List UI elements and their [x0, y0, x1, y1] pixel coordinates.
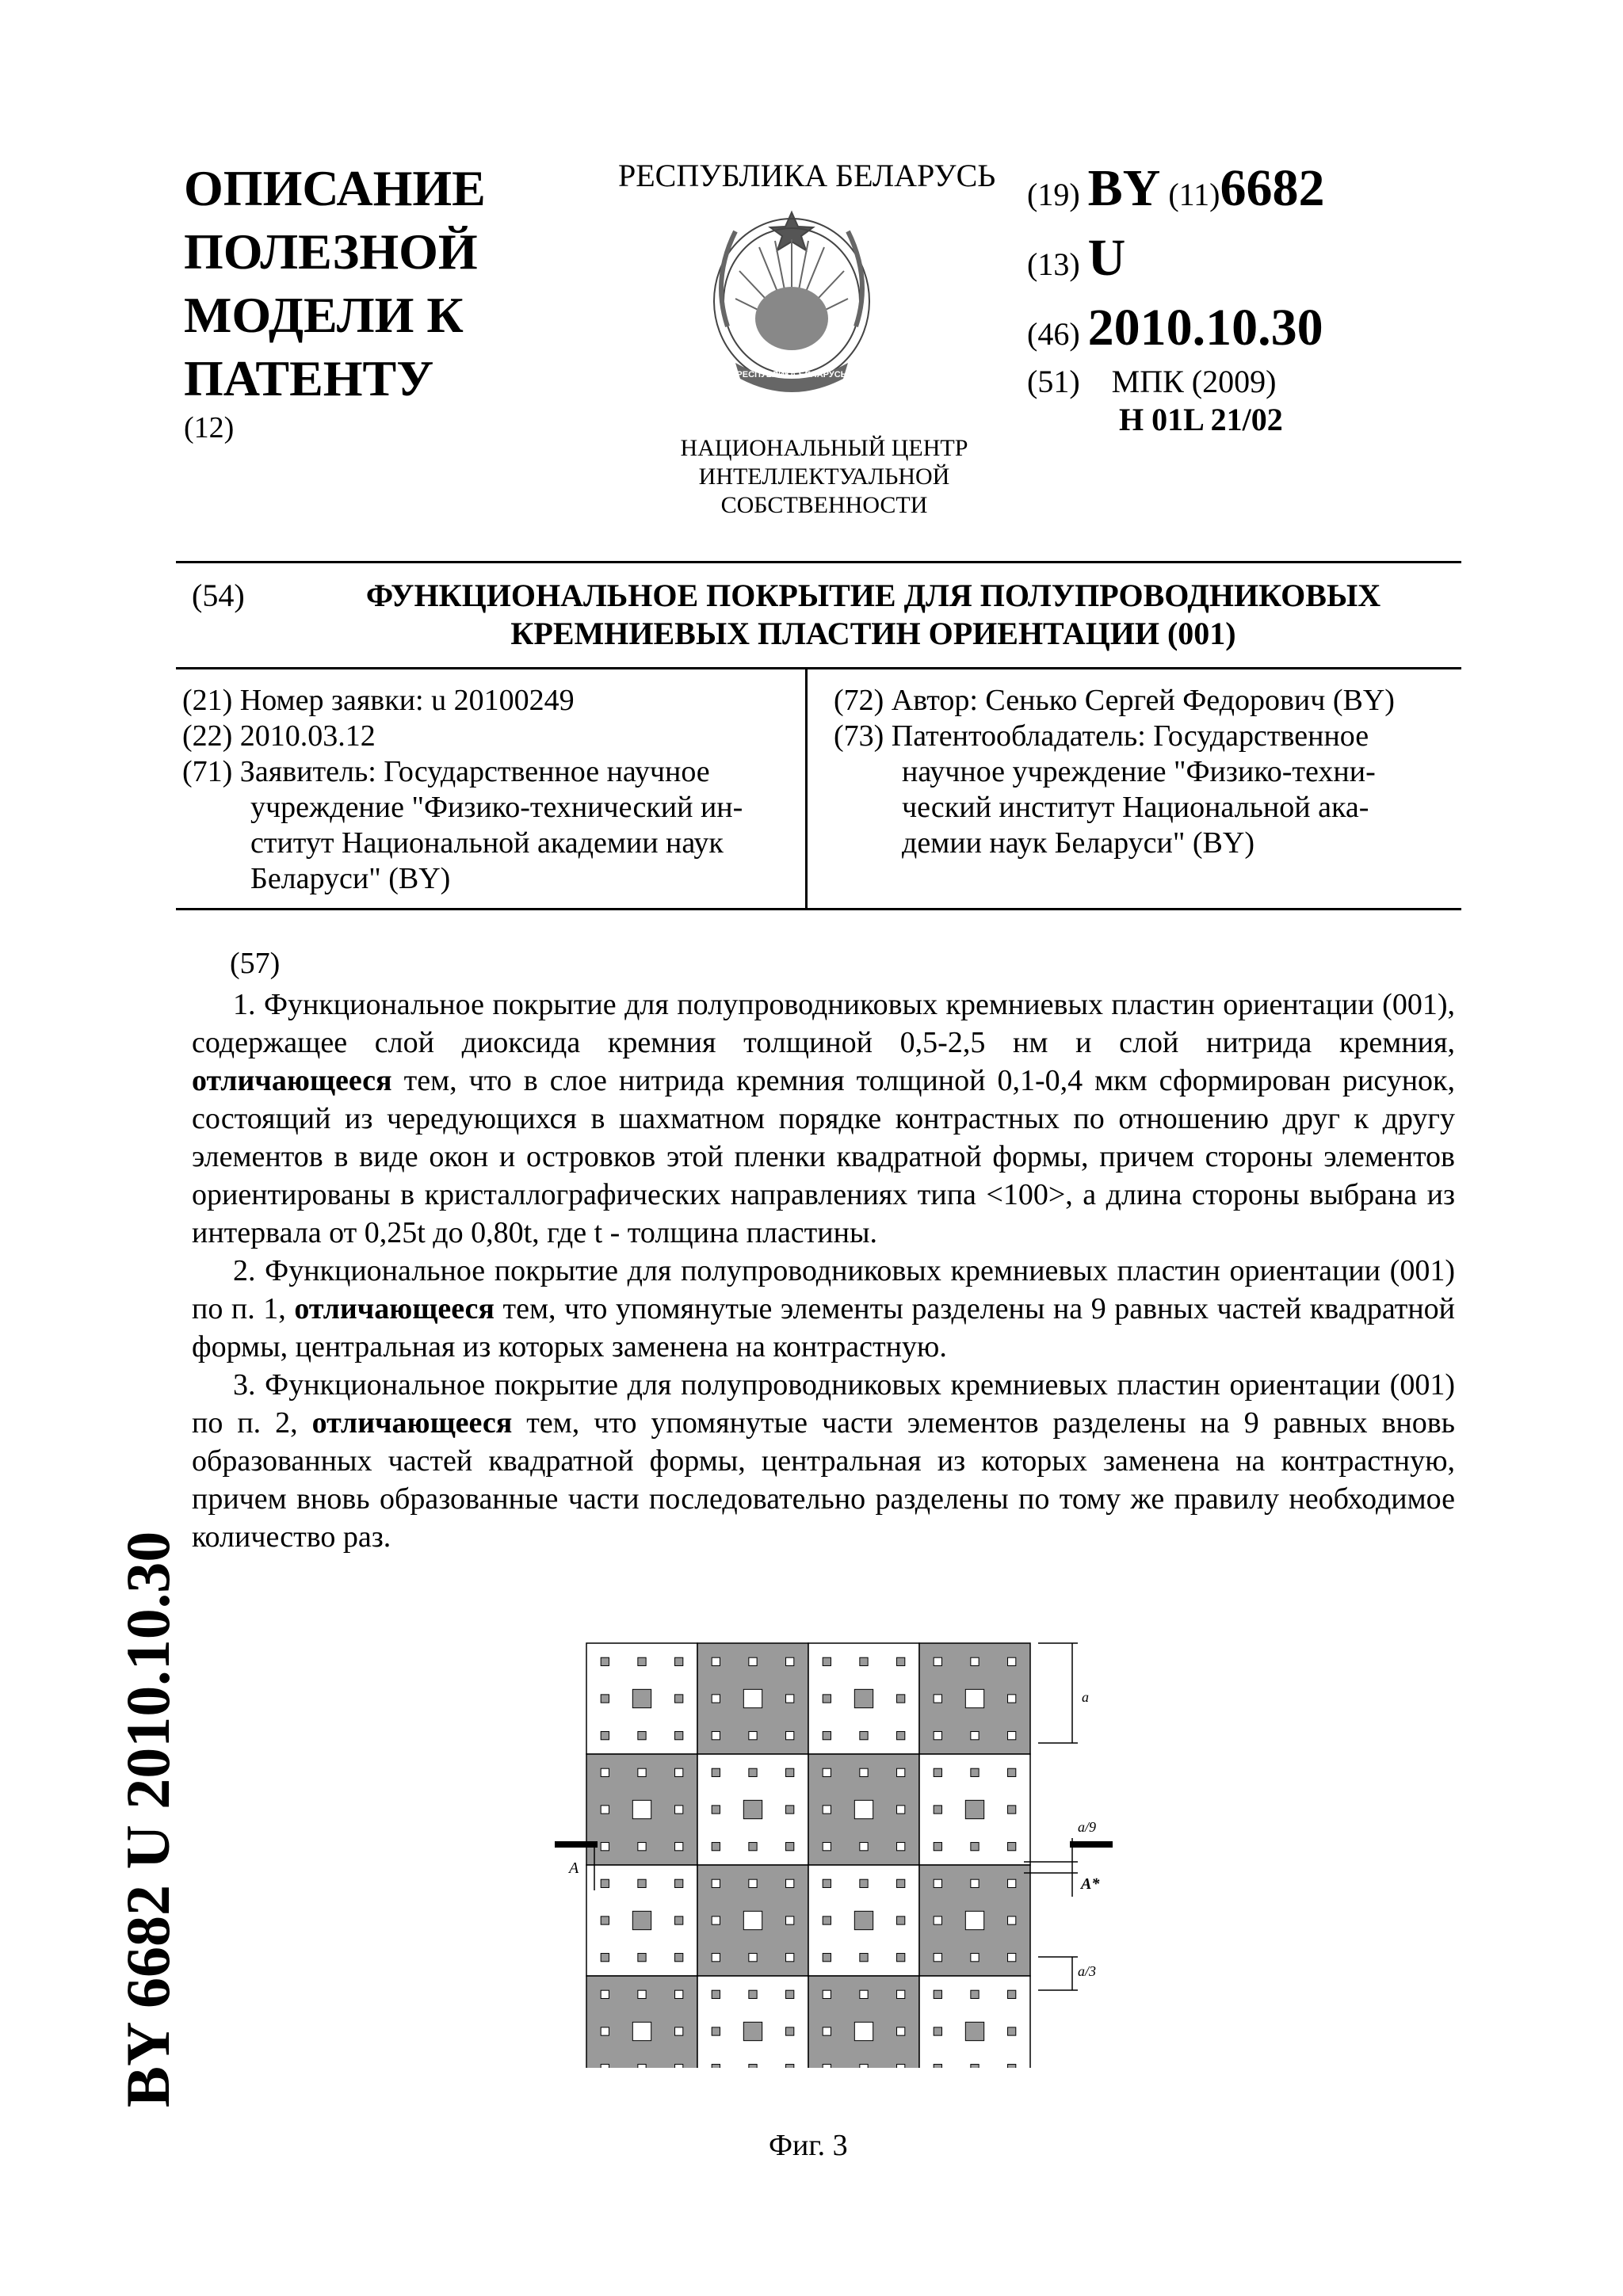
- pattern-small-square: [675, 1806, 683, 1814]
- pattern-small-square: [823, 2065, 831, 2068]
- pattern-small-square: [749, 1768, 757, 1776]
- pattern-center-square: [743, 1800, 762, 1818]
- publication-number-line: [1027, 157, 1324, 227]
- pattern-small-square: [675, 1768, 683, 1776]
- pattern-small-square: [712, 2065, 720, 2068]
- pattern-small-square: [638, 1768, 646, 1776]
- pattern-small-square: [1008, 1806, 1016, 1814]
- pattern-small-square: [786, 1917, 794, 1924]
- pattern-small-square: [675, 1879, 683, 1887]
- pattern-small-square: [823, 2027, 831, 2035]
- title-line-1: ОПИСАНИЕ: [184, 160, 486, 216]
- pattern-center-square: [632, 1911, 651, 1929]
- pattern-small-square: [823, 1732, 831, 1740]
- pattern-small-square: [897, 1768, 905, 1776]
- patent-number: 6682: [1220, 159, 1325, 217]
- pattern-small-square: [823, 1917, 831, 1924]
- pattern-small-square: [601, 1732, 609, 1740]
- pattern-small-square: [601, 1917, 609, 1924]
- country-code: BY: [1087, 159, 1161, 217]
- pattern-small-square: [786, 1990, 794, 1998]
- pattern-center-square: [632, 2022, 651, 2040]
- pattern-small-square: [897, 2027, 905, 2035]
- pattern-small-square: [601, 2027, 609, 2035]
- section-label-a-star: A*: [1081, 1875, 1100, 1893]
- pattern-small-square: [601, 1806, 609, 1814]
- pattern-small-square: [934, 1917, 941, 1924]
- ipc-block: [1027, 363, 1283, 439]
- pattern-small-square: [712, 1732, 720, 1740]
- pattern-small-square: [675, 1954, 683, 1962]
- pattern-small-square: [934, 1879, 941, 1887]
- pattern-small-square: [786, 1806, 794, 1814]
- document-title: [184, 157, 486, 445]
- pattern-small-square: [1008, 2027, 1016, 2035]
- kind-line: [1027, 227, 1324, 296]
- pattern-small-square: [712, 1954, 720, 1962]
- republic-label: РЕСПУБЛИКА БЕЛАРУСЬ: [618, 158, 996, 193]
- pattern-small-square: [897, 1657, 905, 1665]
- pattern-small-square: [638, 2065, 646, 2068]
- pattern-small-square: [712, 1768, 720, 1776]
- section-mark-right: [1070, 1841, 1113, 1848]
- pattern-small-square: [823, 1879, 831, 1887]
- office-name: [618, 434, 1030, 520]
- pattern-small-square: [971, 2065, 979, 2068]
- application-number: (21) Номер заявки: u 20100249: [182, 684, 575, 717]
- author: (72) Автор: Сенько Сергей Федорович (BY): [834, 684, 1395, 717]
- code-54: (54): [192, 578, 245, 613]
- code-19: (19): [1027, 177, 1080, 212]
- pattern-small-square: [749, 1954, 757, 1962]
- pattern-small-square: [860, 1657, 868, 1665]
- pattern-small-square: [638, 1954, 646, 1962]
- pattern-small-square: [638, 1843, 646, 1851]
- biblio-codes: [1027, 157, 1324, 366]
- figure-caption: Фиг. 3: [769, 2129, 848, 2162]
- pattern-small-square: [971, 1768, 979, 1776]
- pattern-small-square: [860, 1768, 868, 1776]
- pattern-center-square: [965, 1911, 983, 1929]
- pattern-small-square: [1008, 1990, 1016, 1998]
- pattern-small-square: [638, 1732, 646, 1740]
- holder-line-3: ческий институт Национальной ака-: [902, 791, 1369, 824]
- column-divider: [805, 669, 808, 908]
- pattern-small-square: [675, 1732, 683, 1740]
- pattern-small-square: [675, 1657, 683, 1665]
- pattern-small-square: [897, 1954, 905, 1962]
- pattern-small-square: [601, 1768, 609, 1776]
- pattern-small-square: [897, 1917, 905, 1924]
- pattern-small-square: [897, 1806, 905, 1814]
- pattern-small-square: [712, 1917, 720, 1924]
- pattern-small-square: [675, 2027, 683, 2035]
- rule-mid: [176, 667, 1461, 669]
- pattern-small-square: [749, 1657, 757, 1665]
- pattern-small-square: [675, 1990, 683, 1998]
- pattern-small-square: [934, 1732, 941, 1740]
- pattern-small-square: [601, 1657, 609, 1665]
- pattern-small-square: [1008, 1917, 1016, 1924]
- pattern-small-square: [897, 1732, 905, 1740]
- pattern-small-square: [971, 1732, 979, 1740]
- pattern-small-square: [897, 1879, 905, 1887]
- title-line-b: КРЕМНИЕВЫХ ПЛАСТИН ОРИЕНТАЦИИ (001): [510, 616, 1236, 651]
- ipc-class: H 01L 21/02: [1119, 402, 1283, 437]
- pattern-center-square: [632, 1800, 651, 1818]
- pattern-small-square: [823, 1695, 831, 1703]
- biblio-right: [834, 683, 1452, 861]
- pattern-center-square: [743, 1689, 762, 1707]
- title-line-2: ПОЛЕЗНОЙ: [184, 223, 478, 280]
- pattern-small-square: [971, 1843, 979, 1851]
- holder-line-1: (73) Патентообладатель: Государственное: [834, 719, 1369, 753]
- figure-3: [523, 1624, 1125, 2068]
- pattern-small-square: [1008, 1954, 1016, 1962]
- checkerboard-pattern: [586, 1643, 1030, 2068]
- pattern-small-square: [675, 1695, 683, 1703]
- holder-line-4: демии наук Беларуси" (BY): [902, 826, 1254, 860]
- pattern-small-square: [638, 1990, 646, 1998]
- pattern-small-square: [934, 1657, 941, 1665]
- pattern-small-square: [675, 1843, 683, 1851]
- office-line-3: СОБСТВЕННОСТИ: [720, 492, 928, 518]
- pattern-small-square: [897, 1990, 905, 1998]
- claims-text: [192, 986, 1455, 1556]
- pattern-small-square: [823, 1843, 831, 1851]
- dim-label-a: a: [1082, 1689, 1089, 1705]
- ipc-label: МПК (2009): [1111, 364, 1277, 399]
- claim-3: 3. Функциональное покрытие для полупроводниковых кремниевых пластин ориентации (001) по п. 2, отличающееся тем, что упомянутые части элементов разделены на 9 равных вновь образованных частей квадратной формы, центральная из которых заменена на контрастную, причем вновь образованные части последовательно разделены по тому же правилу необходимое количество раз.: [192, 1368, 1456, 1554]
- pattern-center-square: [965, 2022, 983, 2040]
- pattern-small-square: [823, 1657, 831, 1665]
- pattern-small-square: [638, 1879, 646, 1887]
- pattern-small-square: [934, 1695, 941, 1703]
- code-51: (51): [1027, 364, 1080, 399]
- pattern-small-square: [786, 1732, 794, 1740]
- pattern-small-square: [749, 1843, 757, 1851]
- pattern-small-square: [786, 1695, 794, 1703]
- pattern-small-square: [712, 1879, 720, 1887]
- filing-date: (22) 2010.03.12: [182, 719, 376, 753]
- pattern-small-square: [786, 2065, 794, 2068]
- pattern-small-square: [971, 1990, 979, 1998]
- pattern-small-square: [897, 1843, 905, 1851]
- pattern-small-square: [601, 1954, 609, 1962]
- section-mark-left: [555, 1841, 598, 1848]
- pattern-small-square: [860, 1954, 868, 1962]
- pattern-center-square: [743, 1911, 762, 1929]
- pattern-small-square: [786, 1657, 794, 1665]
- pattern-center-square: [965, 1800, 983, 1818]
- pattern-small-square: [971, 1954, 979, 1962]
- pattern-small-square: [712, 1695, 720, 1703]
- pattern-small-square: [1008, 1768, 1016, 1776]
- pattern-small-square: [934, 1806, 941, 1814]
- pattern-small-square: [1008, 1843, 1016, 1851]
- rule-bottom: [176, 908, 1461, 910]
- applicant-line-3: ститут Национальной академии наук: [250, 826, 724, 860]
- rule-top: [176, 561, 1461, 563]
- pattern-small-square: [786, 1768, 794, 1776]
- pattern-small-square: [934, 1843, 941, 1851]
- pattern-small-square: [823, 1990, 831, 1998]
- pattern-small-square: [1008, 1879, 1016, 1887]
- publication-date: 2010.10.30: [1087, 299, 1323, 357]
- pattern-small-square: [675, 1917, 683, 1924]
- pattern-small-square: [712, 1806, 720, 1814]
- pattern-small-square: [1008, 2065, 1016, 2068]
- pattern-small-square: [934, 2027, 941, 2035]
- title-line-3: МОДЕЛИ К: [184, 287, 464, 343]
- pattern-center-square: [854, 2022, 873, 2040]
- pattern-small-square: [860, 1990, 868, 1998]
- pattern-small-square: [823, 1954, 831, 1962]
- code-11: (11): [1168, 177, 1220, 212]
- applicant-line-2: учреждение "Физико-технический ин-: [250, 791, 743, 824]
- pattern-small-square: [749, 1879, 757, 1887]
- pattern-center-square: [743, 2022, 762, 2040]
- pattern-small-square: [823, 1806, 831, 1814]
- pattern-small-square: [971, 1657, 979, 1665]
- claims-code: (57): [230, 947, 281, 980]
- dim-label-a3: a/3: [1078, 1963, 1097, 1979]
- code-13: (13): [1027, 246, 1080, 282]
- title-code: (12): [184, 411, 235, 444]
- pattern-center-square: [965, 1689, 983, 1707]
- pattern-small-square: [1008, 1732, 1016, 1740]
- date-line: [1027, 296, 1324, 366]
- pattern-small-square: [601, 1695, 609, 1703]
- office-line-1: НАЦИОНАЛЬНЫЙ ЦЕНТР: [680, 435, 968, 461]
- pattern-small-square: [860, 2065, 868, 2068]
- pattern-small-square: [712, 1990, 720, 1998]
- state-emblem: [704, 208, 880, 404]
- pattern-small-square: [934, 1990, 941, 1998]
- pattern-small-square: [897, 2065, 905, 2068]
- dim-label-a9: a/9: [1078, 1819, 1097, 1835]
- pattern-small-square: [860, 1879, 868, 1887]
- pattern-small-square: [786, 1843, 794, 1851]
- pattern-center-square: [854, 1800, 873, 1818]
- pattern-small-square: [786, 2027, 794, 2035]
- pattern-small-square: [712, 2027, 720, 2035]
- pattern-center-square: [854, 1911, 873, 1929]
- pattern-small-square: [712, 1657, 720, 1665]
- pattern-small-square: [749, 2065, 757, 2068]
- pattern-small-square: [601, 1843, 609, 1851]
- pattern-small-square: [897, 1695, 905, 1703]
- pattern-small-square: [860, 1843, 868, 1851]
- title-line-a: ФУНКЦИОНАЛЬНОЕ ПОКРЫТИЕ ДЛЯ ПОЛУПРОВОДНИКОВЫХ: [365, 578, 1381, 613]
- biblio-left: [182, 683, 785, 897]
- section-label-a: A: [569, 1859, 579, 1877]
- pattern-small-square: [786, 1879, 794, 1887]
- pattern-small-square: [786, 1954, 794, 1962]
- claim-2: 2. Функциональное покрытие для полупроводниковых кремниевых пластин ориентации (001) по п. 1, отличающееся тем, что упомянутые элементы разделены на 9 равных частей квадратной формы, центральная из которых заменена на контрастную.: [192, 1254, 1456, 1363]
- pattern-small-square: [749, 1732, 757, 1740]
- office-line-2: ИНТЕЛЛЕКТУАЛЬНОЙ: [698, 463, 950, 490]
- pattern-small-square: [601, 2065, 609, 2068]
- emblem-text: РЕСПУБЛИКА БЕЛАРУСЬ: [736, 370, 847, 379]
- pattern-small-square: [823, 1768, 831, 1776]
- pattern-center-square: [854, 1689, 873, 1707]
- pattern-small-square: [712, 1843, 720, 1851]
- kind-code: U: [1087, 229, 1126, 287]
- pattern-small-square: [675, 2065, 683, 2068]
- pattern-small-square: [860, 1732, 868, 1740]
- pattern-small-square: [601, 1879, 609, 1887]
- title-line-4: ПАТЕНТУ: [184, 350, 434, 406]
- code-46: (46): [1027, 316, 1080, 352]
- pattern-small-square: [601, 1990, 609, 1998]
- pattern-small-square: [1008, 1695, 1016, 1703]
- pattern-small-square: [934, 1768, 941, 1776]
- side-label: BY 6682 U 2010.10.30: [113, 1531, 182, 2107]
- pattern-small-square: [1008, 1657, 1016, 1665]
- applicant-line-1: (71) Заявитель: Государственное научное: [182, 755, 710, 788]
- pattern-small-square: [749, 1990, 757, 1998]
- pattern-small-square: [934, 1954, 941, 1962]
- holder-line-2: научное учреждение "Физико-техни-: [902, 755, 1376, 788]
- pattern-small-square: [934, 2065, 941, 2068]
- pattern-center-square: [632, 1689, 651, 1707]
- pattern-small-square: [638, 1657, 646, 1665]
- pattern-small-square: [971, 1879, 979, 1887]
- claim-1: 1. Функциональное покрытие для полупроводниковых кремниевых пластин ориентации (001), содержащее слой диоксида кремния толщиной 0,5-2,5 нм и слой нитрида кремния, отличающееся тем, что в слое нитрида кремния толщиной 0,1-0,4 мкм сформирован рисунок, состоящий из чередующихся в шахматном порядке контрастных по отношению друг к другу элементов в виде окон и островков этой пленки квадратной формы, причем стороны элементов ориентированы в кристаллографических направлениях типа <100>, а длина стороны выбрана из интервала от 0,25t до 0,80t, где t - толщина пластины.: [192, 988, 1455, 1249]
- applicant-line-4: Беларуси" (BY): [250, 862, 451, 895]
